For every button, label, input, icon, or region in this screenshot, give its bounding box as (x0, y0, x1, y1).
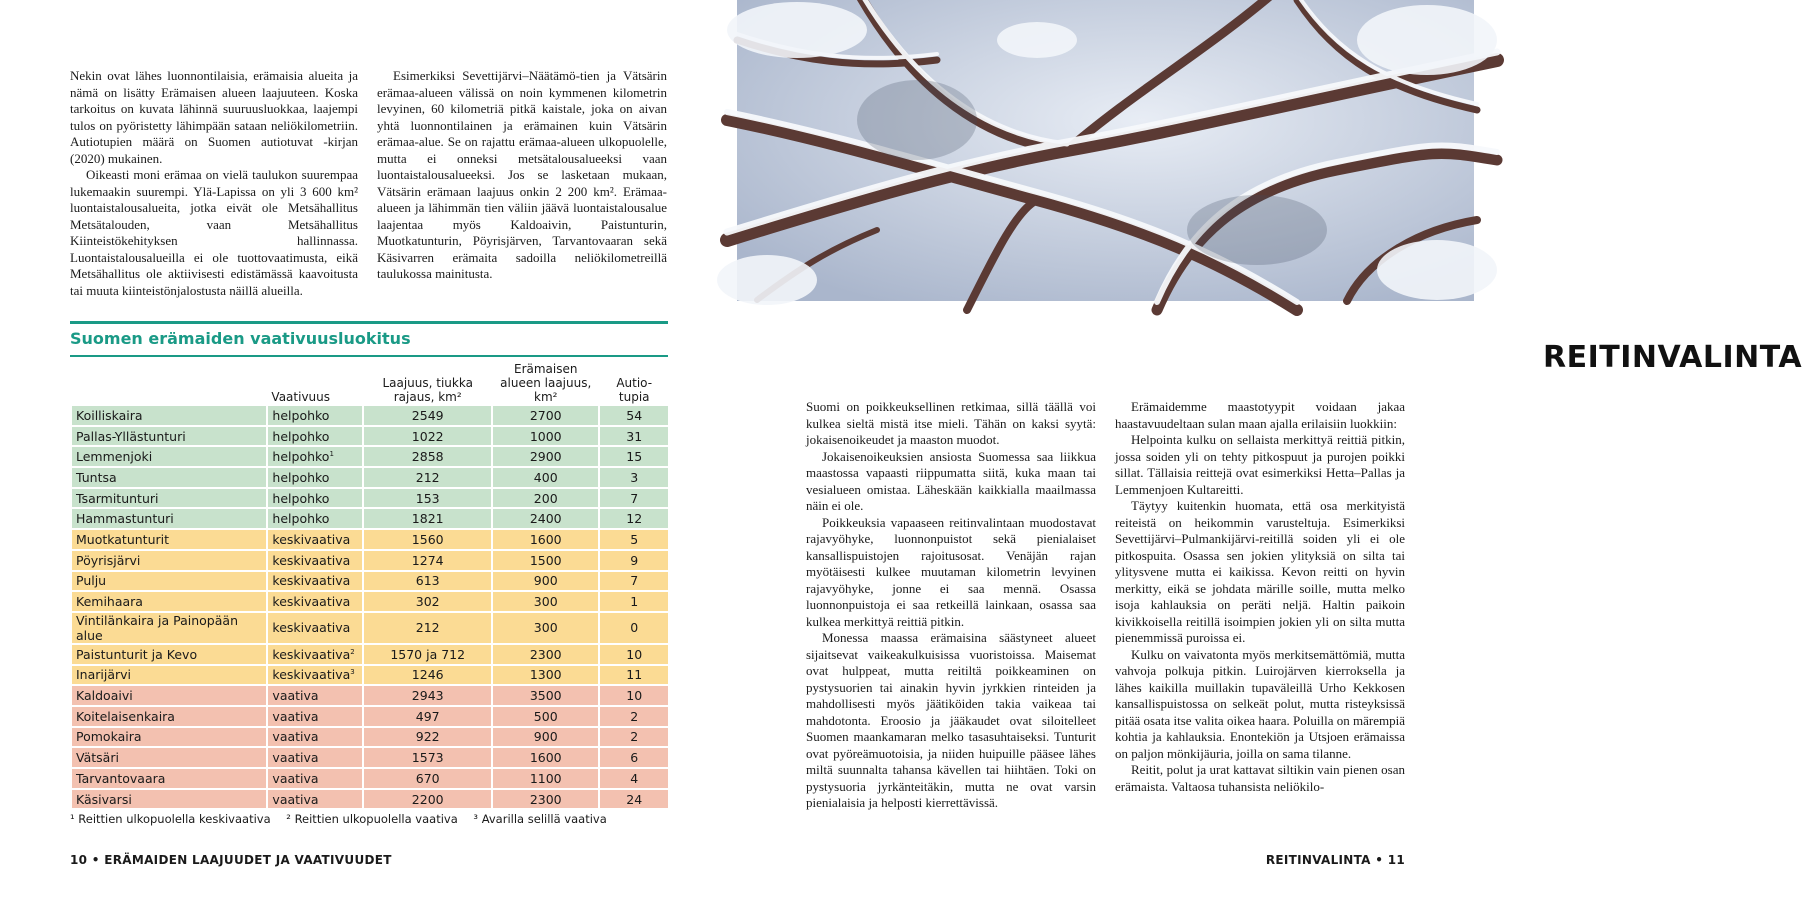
cell-level-text: helpohko (272, 469, 330, 485)
cell-name (72, 572, 266, 593)
page-title: REITINVALINTA (1543, 340, 1802, 375)
cell-area (364, 707, 491, 728)
cell-level (268, 748, 362, 769)
cell-wide-area-text: 900 (533, 573, 558, 589)
cell-huts (600, 572, 668, 593)
cell-name-text: Pöyrisjärvi (76, 552, 141, 568)
cell-wide-area (493, 489, 598, 510)
cell-level-text: keskivaativa (272, 620, 351, 636)
cell-huts (600, 509, 668, 530)
cell-wide-area (493, 666, 598, 687)
table-rule-top (70, 321, 668, 324)
table-row (72, 592, 668, 613)
snowy-pine-photo (737, 0, 1474, 301)
cell-area (364, 686, 491, 707)
cell-name-text: Vintilänkaira ja Painopään alue (76, 612, 238, 643)
cell-name-text: Pallas-Yllästunturi (76, 428, 186, 444)
cell-huts-text: 2 (630, 708, 639, 724)
cell-wide-area (493, 707, 598, 728)
cell-name-text: Vätsäri (76, 750, 119, 766)
cell-area (364, 509, 491, 530)
cell-wide-area-text: 400 (533, 469, 558, 485)
cell-name (72, 707, 266, 728)
cell-area-text: 2943 (411, 688, 444, 704)
cell-name-text: Käsivarsi (76, 791, 132, 807)
cell-name-text: Koitelaisenkaira (76, 708, 175, 724)
table-row (72, 790, 668, 811)
cell-name (72, 666, 266, 687)
cell-area-text: 1570 ja 712 (390, 646, 466, 662)
cell-level (268, 427, 362, 448)
cell-area-text: 922 (415, 729, 440, 745)
cell-wide-area-text: 1500 (529, 552, 562, 568)
cell-wide-area (493, 728, 598, 749)
paragraph: Kulku on vaivatonta myös merkitsemättömiä, mutta vahvoja polkuja pitkin. Luirojärven kierroksella ja lähes kaikilla muillakin tupaväleillä Urho Kekkosen kansallispuistossa on selkeät polut, mutta risteyksissä pitää osata itse valita oikea haara. Poluilla on märempiä kohtia ja kahlauksia. Enontekiön ja Utsjoen erämaissa on paljon mönkijäuria, joilla on sama tilanne. (1115, 646, 1405, 761)
paragraph: Jokaisenoikeuksien ansiosta Suomessa saa liikkua maastossa vapaasti riippumatta siitä, kuka maan tai vesialueen omistaa. Läheskään kaikkialla maailmassa näin ei ole. (806, 448, 1096, 513)
cell-level-text: vaativa (272, 729, 319, 745)
cell-area-text: 613 (415, 573, 440, 589)
cell-huts-text: 7 (630, 573, 639, 589)
table-row (72, 666, 668, 687)
header-autiotupia: Autio-tupia (616, 376, 653, 404)
footnote-marker: 2 (350, 647, 355, 656)
cell-area-text: 497 (415, 708, 440, 724)
page-footer-right: REITINVALINTA • 11 (1265, 853, 1405, 867)
cell-name-text: Inarijärvi (76, 667, 132, 683)
table-row (72, 468, 668, 489)
table-row (72, 728, 668, 749)
table-row (72, 406, 668, 427)
cell-wide-area-text: 900 (533, 729, 558, 745)
cell-area (364, 489, 491, 510)
cell-area-text: 212 (415, 469, 440, 485)
cell-huts-text: 5 (630, 531, 639, 547)
cell-level-text: vaativa (272, 708, 319, 724)
cell-level (268, 572, 362, 593)
cell-level (268, 530, 362, 551)
cell-wide-area (493, 406, 598, 427)
cell-name-text: Tuntsa (76, 469, 117, 485)
table-row (72, 769, 668, 790)
cell-area-text: 302 (415, 594, 440, 610)
cell-area (364, 790, 491, 811)
cell-huts-text: 54 (626, 407, 643, 423)
cell-huts-text: 10 (626, 646, 643, 662)
cell-area (364, 572, 491, 593)
cell-level-text: keskivaativa (272, 531, 351, 547)
paragraph: Nekin ovat lähes luonnontilaisia, erämaisia alueita ja nämä on lisätty Erämaisen alueen laajuuteen. Koska tarkoitus on kuvata lähinnä suuruusluokkaa, laajempi tulos on pyöristetty lähimpään sataan neliökilometriin. Autiotupien määrä on Suomen autiotuvat -kirjan (2020) mukainen. (70, 68, 358, 166)
cell-wide-area (493, 572, 598, 593)
cell-name-text: Muotkatunturit (76, 531, 170, 547)
cell-wide-area (493, 530, 598, 551)
cell-huts-text: 12 (626, 511, 643, 527)
cell-level-text: helpohko (272, 449, 330, 465)
cell-area-text: 670 (415, 770, 440, 786)
cell-wide-area-text: 500 (533, 708, 558, 724)
cell-wide-area-text: 1300 (529, 667, 562, 683)
cell-area-text: 2858 (411, 449, 444, 465)
cell-area (364, 666, 491, 687)
cell-area (364, 406, 491, 427)
cell-huts (600, 530, 668, 551)
cell-name-text: Kemihaara (76, 594, 143, 610)
table-title: Suomen erämaiden vaativuusluokitus (70, 329, 411, 348)
cell-name (72, 406, 266, 427)
cell-name (72, 427, 266, 448)
cell-level-text: keskivaativa (272, 594, 351, 610)
table-row (72, 686, 668, 707)
cell-area (364, 468, 491, 489)
table-rule-bottom (70, 355, 668, 357)
cell-level (268, 592, 362, 613)
cell-name (72, 645, 266, 666)
cell-huts-text: 10 (626, 688, 643, 704)
wilderness-table (70, 362, 670, 810)
cell-name-text: Koilliskaira (76, 407, 143, 423)
cell-name (72, 613, 266, 645)
cell-wide-area-text: 300 (533, 594, 558, 610)
cell-area (364, 447, 491, 468)
cell-area (364, 645, 491, 666)
cell-level (268, 551, 362, 572)
cell-level (268, 645, 362, 666)
cell-level (268, 468, 362, 489)
cell-huts (600, 489, 668, 510)
table-footnotes (70, 812, 619, 826)
table-row (72, 530, 668, 551)
cell-huts-text: 1 (630, 594, 639, 610)
cell-name (72, 686, 266, 707)
cell-huts (600, 447, 668, 468)
cell-name (72, 790, 266, 811)
cell-name-text: Pomokaira (76, 729, 142, 745)
cell-level-text: keskivaativa (272, 646, 351, 662)
cell-area-text: 1821 (411, 511, 444, 527)
cell-name-text: Lemmenjoki (76, 449, 153, 465)
cell-huts-text: 3 (630, 469, 639, 485)
cell-area-text: 1022 (411, 428, 444, 444)
cell-level (268, 406, 362, 427)
footnote-marker: 3 (350, 668, 355, 677)
cell-area (364, 551, 491, 572)
cell-area-text: 1560 (411, 531, 444, 547)
cell-wide-area (493, 592, 598, 613)
table-row (72, 447, 668, 468)
right-text-column-2 (1115, 399, 1405, 795)
footnote: ² Reittien ulkopuolella vaativa (286, 812, 458, 826)
cell-level (268, 489, 362, 510)
table-header-row (72, 362, 668, 406)
cell-wide-area (493, 468, 598, 489)
footnote: ¹ Reittien ulkopuolella keskivaativa (70, 812, 271, 826)
header-name (72, 362, 266, 406)
cell-area (364, 530, 491, 551)
cell-huts (600, 613, 668, 645)
cell-name (72, 728, 266, 749)
cell-level (268, 447, 362, 468)
cell-wide-area-text: 300 (533, 620, 558, 636)
paragraph: Täytyy kuitenkin huomata, että osa merkityistä reiteistä on heikommin varusteltuja. Esimerkiksi Sevettijärvi–Pulmankijärvi-reitillä soiden yli ei ole pitkospuita. Osassa sen jokien ylityksiä on silta tai ylitysvene mutta ei kaikissa. Kevon reitti on hyvin merkitty, eikä se johdata märille soille, mutta melko isoja kahlauksia on peräti neljä. Haltin paikoin kivikkoisella reitillä isoimpien jokien yli on silta mutta pienemmissä puroissa ei. (1115, 498, 1405, 645)
cell-area (364, 613, 491, 645)
cell-name (72, 748, 266, 769)
cell-level-text: vaativa (272, 750, 319, 766)
cell-wide-area-text: 1600 (529, 750, 562, 766)
footnote-marker: 1 (329, 450, 334, 459)
cell-huts-text: 2 (630, 729, 639, 745)
cell-name (72, 769, 266, 790)
cell-level (268, 509, 362, 530)
cell-name-text: Kaldoaivi (76, 688, 133, 704)
cell-name (72, 447, 266, 468)
table-row (72, 645, 668, 666)
cell-area (364, 748, 491, 769)
cell-name (72, 592, 266, 613)
cell-area-text: 2200 (411, 791, 444, 807)
cell-level (268, 769, 362, 790)
cell-name-text: Hammastunturi (76, 511, 174, 527)
cell-wide-area (493, 769, 598, 790)
cell-huts (600, 748, 668, 769)
header-vaativuus: Vaativuus (271, 390, 331, 404)
table-row (72, 748, 668, 769)
cell-name-text: Paistunturit ja Kevo (76, 646, 198, 662)
cell-name (72, 530, 266, 551)
table-row (72, 489, 668, 510)
cell-level-text: vaativa (272, 770, 319, 786)
cell-name-text: Pulju (76, 573, 107, 589)
left-page (0, 0, 737, 909)
cell-wide-area (493, 645, 598, 666)
cell-area (364, 592, 491, 613)
cell-huts (600, 468, 668, 489)
paragraph: Poikkeuksia vapaaseen reitinvalintaan muodostavat rajavyöhyke, luonnonpuistot sekä pienialaiset kansallispuistojen rajoitusosat. Venäjän rajan myötäisesti kulkee muutaman kilometrin levyinen rajavyöhyke, jonne ei saa mennä. Osassa luonnonpuistoja ei saa retkeillä lainkaan, osassa saa kulkea merkittyä reittiä pitkin. (806, 514, 1096, 629)
right-page (737, 0, 1802, 909)
left-text-column-1 (70, 68, 358, 299)
paragraph: Monessa maassa erämaisina säästyneet alueet sijaitsevat vaikeakulkuisissa vuoristoissa. Maisemat ovat hulppeat, mutta reitiltä poikkeaminen on pystysuorien tai ainakin hyvin jyrkkien rinteiden ja mahdollisesti myös jäätiköiden takia vaikeaa tai mahdotonta. Eroosio ja jääkaudet ovat siloitelleet Suomen maankamaran melko tasasuhtaiseksi. Tunturit ovat pyöreämuotoisia, ja niiden huipuille pääsee lähes miltä suunnalta tahansa kävellen tai hiihtäen. Toki on pystysuoria jyrkänteitäkin, mutta ne ovat varsin pienialaisia ja helposti kierrettävissä. (806, 630, 1096, 810)
cell-area-text: 212 (415, 620, 440, 636)
paragraph: Helpointa kulku on sellaista merkittyä reittiä pitkin, jossa soiden yli on tehty pitkospuut ja purojen poikki sillat. Tällaisia reittejä ovat esimerkiksi Hetta–Pallas ja Lemmenjoen Kultareitti. (1115, 432, 1405, 497)
cell-name-text: Tsarmitunturi (76, 490, 159, 506)
cell-huts (600, 790, 668, 811)
page-footer-left: 10 • ERÄMAIDEN LAAJUUDET JA VAATIVUUDET (70, 853, 392, 867)
left-text-column-2 (377, 68, 667, 283)
cell-level (268, 666, 362, 687)
cell-huts-text: 9 (630, 552, 639, 568)
table-row (72, 427, 668, 448)
snowy-branches-image (737, 0, 1474, 301)
cell-huts (600, 728, 668, 749)
cell-level-text: keskivaativa (272, 552, 351, 568)
cell-name (72, 551, 266, 572)
cell-wide-area (493, 551, 598, 572)
cell-wide-area-text: 2900 (529, 449, 562, 465)
cell-area-text: 1573 (411, 750, 444, 766)
cell-huts (600, 406, 668, 427)
cell-area-text: 1274 (411, 552, 444, 568)
cell-huts-text: 24 (626, 791, 643, 807)
cell-area (364, 728, 491, 749)
paragraph: Oikeasti moni erämaa on vielä taulukon suurempaa lukemaakin suurempi. Ylä-Lapissa on yli 3 600 km² luontaistalousalueita, jotka eivät ole Metsähallitus Metsätalouden, vaan Metsähallitus Kiinteistökehityksen hallinnassa. Luontaistalousalueilla ei ole tuottovaatimusta, eikä Metsähallitus ole aktiivisesti edistämässä kaavoitusta tai muuta kiinteistönjalostusta näillä alueilla. (70, 167, 358, 298)
cell-huts (600, 645, 668, 666)
table-row (72, 707, 668, 728)
cell-wide-area (493, 790, 598, 811)
cell-wide-area-text: 2300 (529, 791, 562, 807)
cell-level (268, 613, 362, 645)
cell-wide-area-text: 2700 (529, 407, 562, 423)
footnote: ³ Avarilla selillä vaativa (473, 812, 607, 826)
cell-area-text: 1246 (411, 667, 444, 683)
cell-name (72, 489, 266, 510)
cell-wide-area (493, 748, 598, 769)
cell-huts-text: 0 (630, 620, 639, 636)
cell-huts-text: 15 (626, 449, 643, 465)
cell-level-text: helpohko (272, 407, 330, 423)
header-eramaisen: Erämaisen alueen laajuus, km² (500, 362, 592, 404)
cell-wide-area-text: 3500 (529, 688, 562, 704)
cell-level-text: helpohko (272, 490, 330, 506)
header-laajuus: Laajuus, tiukka rajaus, km² (382, 376, 473, 404)
cell-wide-area (493, 509, 598, 530)
cell-level-text: vaativa (272, 791, 319, 807)
cell-level (268, 707, 362, 728)
table-row (72, 551, 668, 572)
cell-level-text: keskivaativa (272, 667, 351, 683)
paragraph: Reitit, polut ja urat kattavat siltikin vain pienen osan erämaista. Valtaosa tuhansista neliökilo- (1115, 762, 1405, 794)
right-text-column-1 (806, 399, 1096, 812)
cell-wide-area (493, 686, 598, 707)
cell-huts (600, 666, 668, 687)
cell-name-text: Tarvantovaara (76, 770, 166, 786)
cell-huts (600, 592, 668, 613)
cell-wide-area (493, 427, 598, 448)
cell-level (268, 686, 362, 707)
cell-wide-area-text: 1100 (529, 770, 562, 786)
cell-huts (600, 686, 668, 707)
cell-wide-area (493, 447, 598, 468)
cell-wide-area-text: 2300 (529, 646, 562, 662)
cell-area-text: 153 (415, 490, 440, 506)
cell-huts-text: 7 (630, 490, 639, 506)
cell-wide-area-text: 2400 (529, 511, 562, 527)
table-row (72, 572, 668, 593)
cell-area (364, 769, 491, 790)
cell-huts (600, 707, 668, 728)
cell-level (268, 728, 362, 749)
table-row (72, 613, 668, 645)
paragraph: Suomi on poikkeuksellinen retkimaa, sillä täällä voi kulkea sieltä mistä itse mieli. Tähän on kaksi syytä: jokaisenoikeudet ja maaston muodot. (806, 399, 1096, 447)
cell-wide-area-text: 1000 (529, 428, 562, 444)
cell-huts (600, 769, 668, 790)
cell-name (72, 509, 266, 530)
cell-wide-area (493, 613, 598, 645)
table-row (72, 509, 668, 530)
cell-huts-text: 6 (630, 750, 639, 766)
cell-huts (600, 427, 668, 448)
cell-area (364, 427, 491, 448)
cell-level-text: vaativa (272, 688, 319, 704)
table-body (72, 406, 668, 810)
paragraph: Erämaidemme maastotyypit voidaan jakaa haastavuudeltaan sulan maan ajalla erilaisiin luokkiin: (1115, 399, 1405, 431)
paragraph: Esimerkiksi Sevettijärvi–Näätämö-tien ja Vätsärin erämaa-alueen välissä on noin kymmenen kilometrin levyinen, 60 kilometriä pitkä kaistale, joka on aivan yhtä luonnontilainen ja erämainen kuin Vätsärin erämaa-alue. Se on rajattu erämaa-alueen ulkopuolelle, mutta ei onneksi metsätalousalueeksi vaan luontaistalousalueeksi. Jos se lasketaan mukaan, Vätsärin erämaan laajuus onkin 2 200 km². Erämaa-alueen ja lähimmän tien väliin jäävä luontaistalousalue laajentaa myös Kaldoaivin, Paistunturin, Muotkatunturin, Pöyrisjärven, Tarvantovaaran sekä Käsivarren erämaita sadoilla neliökilometreillä taulukossa mainitusta. (377, 68, 667, 281)
cell-name (72, 468, 266, 489)
cell-level-text: helpohko (272, 428, 330, 444)
cell-huts-text: 31 (626, 428, 643, 444)
cell-huts (600, 551, 668, 572)
cell-level-text: helpohko (272, 511, 330, 527)
cell-wide-area-text: 200 (533, 490, 558, 506)
cell-level (268, 790, 362, 811)
cell-wide-area-text: 1600 (529, 531, 562, 547)
cell-area-text: 2549 (411, 407, 444, 423)
cell-huts-text: 11 (626, 667, 643, 683)
cell-huts-text: 4 (630, 770, 639, 786)
cell-level-text: keskivaativa (272, 573, 351, 589)
